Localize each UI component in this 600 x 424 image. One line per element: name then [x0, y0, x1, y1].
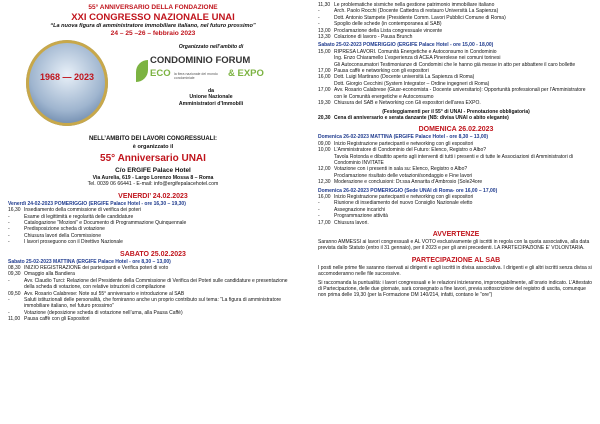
- saturday-am-session: Sabato 25-02-2023 MATTINA (ERGIFE Palace Hotel - ore 8,30 – 13,00): [8, 258, 171, 265]
- friday-list: [8, 207, 298, 245]
- item-text: Chiusura del SAB e Networking con Gli espositori dell’area EXPO.: [334, 100, 481, 107]
- union-sub: Amministratori d’Immobili: [178, 100, 244, 107]
- item-time: 16,00: [318, 193, 331, 200]
- sunday-am-list: [318, 141, 594, 186]
- sunday-am-session: Domenica 26-02-2023 MATTINA (ERGIFE Palace Hotel - ore 8,30 – 13,00): [318, 134, 489, 141]
- saturday-pm-list: [318, 49, 594, 107]
- venue-contacts: Tel. 0039 06 66441 - E-mail: info@ergifepalacehotel.com: [87, 181, 219, 188]
- saturday-am-list: [8, 265, 298, 323]
- item-text: Avv. Rosario Calabrese (Giusr-economista - Docente universitario): Opportunità professionali per l’Amministratore con le Comunità energetiche e Autoconsumo: [334, 87, 586, 100]
- item-text: Omaggio alla Bandiera: [24, 271, 75, 278]
- item-time: -: [318, 213, 320, 220]
- item-text: Dott. Giorgio Cecchini (System Integrator – Ordine ingegneri di Roma): [334, 80, 490, 87]
- item-time: 09,30: [8, 271, 21, 278]
- item-time: 12,00: [318, 166, 331, 173]
- program-item: [318, 34, 594, 40]
- item-text: INIZIO REGISTRAZIONE dei partecipanti e Verifica poteri di voto: [24, 264, 169, 271]
- item-text: Saluti istituzionali delle personalità, che forniranno anche un proprio contributo sul tema: “La figura di amministratore immobiliare italiano, nel futuro prossimo”: [24, 297, 282, 310]
- item-time: -: [318, 14, 320, 21]
- item-time: -: [8, 232, 10, 239]
- item-time: 12,30: [318, 179, 331, 186]
- item-time: -: [8, 239, 10, 246]
- item-time: 10,00: [318, 147, 331, 154]
- logo-area: [8, 38, 298, 136]
- anniversary-big: 55° Anniversario UNAI: [100, 152, 206, 164]
- sunday-pm-list: [318, 194, 594, 226]
- saturday-am-list-cont: [318, 2, 594, 40]
- item-text: Inizio Registrazione partecipanti e networking con gli espositori: [334, 193, 474, 200]
- condominio-forum-logo: [136, 55, 286, 86]
- dinner-text: Cena di anniversario e serata danzante (NB: divisa UNAI o abito elegante): [334, 114, 509, 121]
- dinner-row: [318, 115, 594, 121]
- item-time: 09,50: [8, 290, 21, 297]
- item-time: -: [8, 213, 10, 220]
- item-text: Colazione di lavoro - Pausa Brunch: [334, 34, 413, 41]
- item-time: -: [318, 206, 320, 213]
- congress-title: XXI CONGRESSO NAZIONALE UNAI: [71, 12, 235, 23]
- dinner-time: 20,30: [318, 114, 331, 121]
- sunday-pm-session: Domenica 26-02-2023 POMERIGGIO (Sede UNAI di Roma- ore 16,00 – 17,00): [318, 187, 498, 194]
- organized-label: Organizzato nell’ambito di: [178, 44, 244, 50]
- friday-title: VENERDI’ 24.02.2023: [118, 192, 188, 200]
- seal-years: 1968 — 2023: [39, 72, 95, 82]
- item-time: 15,00: [318, 48, 331, 55]
- item-time: -: [318, 21, 320, 28]
- item-time: 17,00: [318, 219, 331, 226]
- left-column: [8, 0, 298, 323]
- item-text: Riunione di insediamento del nuovo Consiglio Nazionale eletto: [334, 200, 473, 207]
- congress-dates: 24 – 25 –26 – febbraio 2023: [110, 30, 196, 37]
- item-time: -: [8, 309, 10, 316]
- item-text: Pausa caffè con gli Espositori: [24, 316, 90, 323]
- program-item: [8, 239, 298, 245]
- friday-session: Venerdì 24-02-2023 POMERIGGIO (ERGIFE Palace Hotel - ore 16,30 – 19,30): [8, 200, 186, 207]
- right-column: [318, 0, 594, 299]
- program-item: [8, 297, 298, 310]
- item-text: Votazione (deposizione scheda di votazione nell’urna, alla Pausa Caffè): [24, 309, 183, 316]
- item-text: Gli Autoconsumatori Testimonianze di Condomini che le hanno già messe in atto per abbattere il caro bollette: [334, 61, 576, 68]
- item-time: -: [318, 200, 320, 207]
- item-time: 11,00: [8, 316, 21, 323]
- sab-title: PARTECIPAZIONE AL SAB: [411, 256, 501, 264]
- item-time: -: [318, 8, 320, 15]
- item-text: Predisposizione scheda di votazione: [24, 226, 105, 233]
- item-time: -: [8, 277, 10, 284]
- item-time: 13,30: [318, 34, 331, 41]
- saturday-title: SABATO 25.02.2023: [120, 250, 186, 258]
- venue: C/o ERGIFE Palace Hotel: [115, 166, 191, 174]
- item-time: -: [8, 297, 10, 303]
- warnings-text: Saranno AMMESSI ai lavori congressuali e AL VOTO esclusivamente gli iscritti in regola con la quota associativa, alla data prevista dallo Statuto (entro il 31 gennaio), per il 2023 e per gli anni precedenti. LA PARTECIPAZIONE E’ VOLONTARIA.: [318, 239, 590, 252]
- by-label: da: [207, 88, 215, 94]
- saturday-pm-session: Sabato 25-02-2023 POMERIGGIO (ERGIFE Palace Hotel - ore 15,00 - 18,00): [318, 42, 494, 49]
- item-text: Chiusura lavori.: [334, 219, 369, 226]
- item-text: Votazione con i presenti in sala su: Elenco, Registro o Albo?: [334, 166, 468, 173]
- sab-paragraph-2: Si raccomanda la puntualità: i lavori congressuali e le relazioni inizieranno, improrogabilmente, all’orario indicato. L’Attestato di Partecipazione, delle due giornate, sarà consegnato a fine lavori, previa sottoscrizione del registro di uscita, comunque non prima delle 19,30 (per la Formazione DM 140/214, infatti, contano le “ore”): [318, 279, 593, 299]
- item-text: Esame di legittimità e regolarità delle candidature: [24, 213, 134, 220]
- cf-eco: ECO: [150, 68, 171, 79]
- intro-line1: NELL’AMBITO DEI LAVORI CONGRESSUALI:: [88, 136, 218, 142]
- item-text: L’Amministratore di Condominio del Futuro: Elenco, Registro o Albo?: [334, 147, 487, 154]
- item-text: Dott. Luigi Martirano (Docente università La Sapienza di Roma): [334, 74, 475, 81]
- item-time: 11,30: [318, 2, 331, 8]
- item-text: Avv. Claudio Turci: Relazione del Presidente della Commissione di Verifica dei Poteri sulle candidature e presentazione della scheda di votazione, con relative istruzioni di compilazione: [24, 277, 288, 291]
- cf-name: CONDOMINIO FORUM: [150, 55, 251, 66]
- item-time: -: [8, 226, 10, 233]
- item-text: Catalogazione “Mozioni” e Documento di Programmazione Quinquennale: [24, 219, 187, 226]
- item-text: Programmazione attività: [334, 213, 388, 220]
- union-block: [136, 88, 286, 107]
- item-text: Moderazione e conclusioni: Dr.ssa Annarita d’Ambrosio (Sole24ore: [334, 179, 483, 186]
- item-text: Ing. Enzo Chiaramello L’esperienza di ACEA Pinerolese nei comuni torinesi: [334, 55, 501, 62]
- item-text: Inizio Registrazione partecipanti e networking con gli espositori: [334, 140, 474, 147]
- union-name: Unione Nazionale: [189, 94, 233, 101]
- item-text: Le problematiche sismiche nella gestione patrimonio immobiliare italiano: [334, 2, 495, 8]
- item-time: 17,00: [318, 68, 331, 75]
- item-text: Spoglio delle schede (in contemporanea al SAB): [334, 21, 442, 28]
- program-item: [318, 100, 594, 106]
- item-time: 08,30: [8, 264, 21, 271]
- program-item: [318, 154, 594, 167]
- item-text: Dott. Antonio Stampete (Presidente Comm. Lavori Pubblici Comune di Roma): [334, 14, 506, 21]
- leaf-icon: [136, 60, 148, 82]
- item-text: Arch. Paolo Rocchi (Docente Cattedra di restauro Università La Sapienza): [334, 8, 499, 15]
- item-text: I lavori proseguono con il Direttivo Nazionale: [24, 239, 123, 246]
- program-item: [318, 220, 594, 226]
- item-text: Chiusura lavori della Commissione: [24, 232, 101, 239]
- item-time: 16,00: [318, 74, 331, 81]
- item-text: Pausa caffè e networking con gli espositori: [334, 68, 429, 75]
- item-text: Assegnazione incarichi: [334, 206, 386, 213]
- cf-expo: & EXPO: [228, 68, 264, 79]
- item-time: 13,00: [318, 27, 331, 34]
- program-item: [318, 87, 594, 100]
- sab-paragraph-1: I posti nelle prime file saranno riservati ai dirigenti e agli iscritti in divisa associativa. I dirigenti e gli altri iscritti senza divisa si accomoderanno nelle file successive.: [318, 264, 592, 278]
- sunday-title: DOMENICA 26.02.2023: [418, 126, 494, 134]
- cf-small: la fiera nazionale del mondo condominiale: [174, 72, 218, 80]
- program-item: [8, 316, 298, 322]
- item-text: Avv. Rosario Calabrese: Note sul 55° anniversario e introduzione al SAB: [24, 290, 185, 297]
- item-text: Proclamazione della Lista congressuale vincente: [334, 27, 443, 34]
- anniversary-heading: 55° ANNIVERSARIO DELLA FONDAZIONE: [88, 4, 218, 11]
- item-time: -: [8, 219, 10, 226]
- congress-subtitle: “La nuova figura di amministratore immobiliare italiano, nel futuro prossimo”: [50, 23, 256, 29]
- unai-seal-logo: [26, 40, 108, 126]
- celebration-note: (Festeggiamenti per il 55° di UNAI - Prenotazione obbligatoria): [382, 108, 530, 115]
- program-item: [318, 179, 594, 185]
- item-text: RIPRESA LAVORI. Comunità Energetiche e Autoconsumo in Condominio: [334, 48, 497, 55]
- program-item: [8, 278, 298, 291]
- intro-line2: è organizzato il: [132, 143, 174, 150]
- item-text: Proclamazione risultato delle votazioni/sondaggio e Fine lavori: [334, 172, 473, 179]
- venue-address: Via Aurelia, 619 - Largo Lorenzo Mossa 8 – Roma: [92, 174, 214, 181]
- item-time: 17,00: [318, 87, 331, 94]
- item-text: Insediamento della commissione di verifica dei poteri: [24, 207, 142, 214]
- warnings-title: AVVERTENZE: [432, 231, 480, 238]
- item-time: 19,30: [318, 100, 331, 107]
- item-time: 16,30: [8, 207, 21, 214]
- item-time: 09,00: [318, 140, 331, 147]
- item-time: [318, 154, 334, 167]
- item-text: Tavola Rotonda e dibattito aperto agli interventi di tutti i presenti e di tutte le Associazioni di Amministratori di Condominio INVITATE: [334, 153, 574, 166]
